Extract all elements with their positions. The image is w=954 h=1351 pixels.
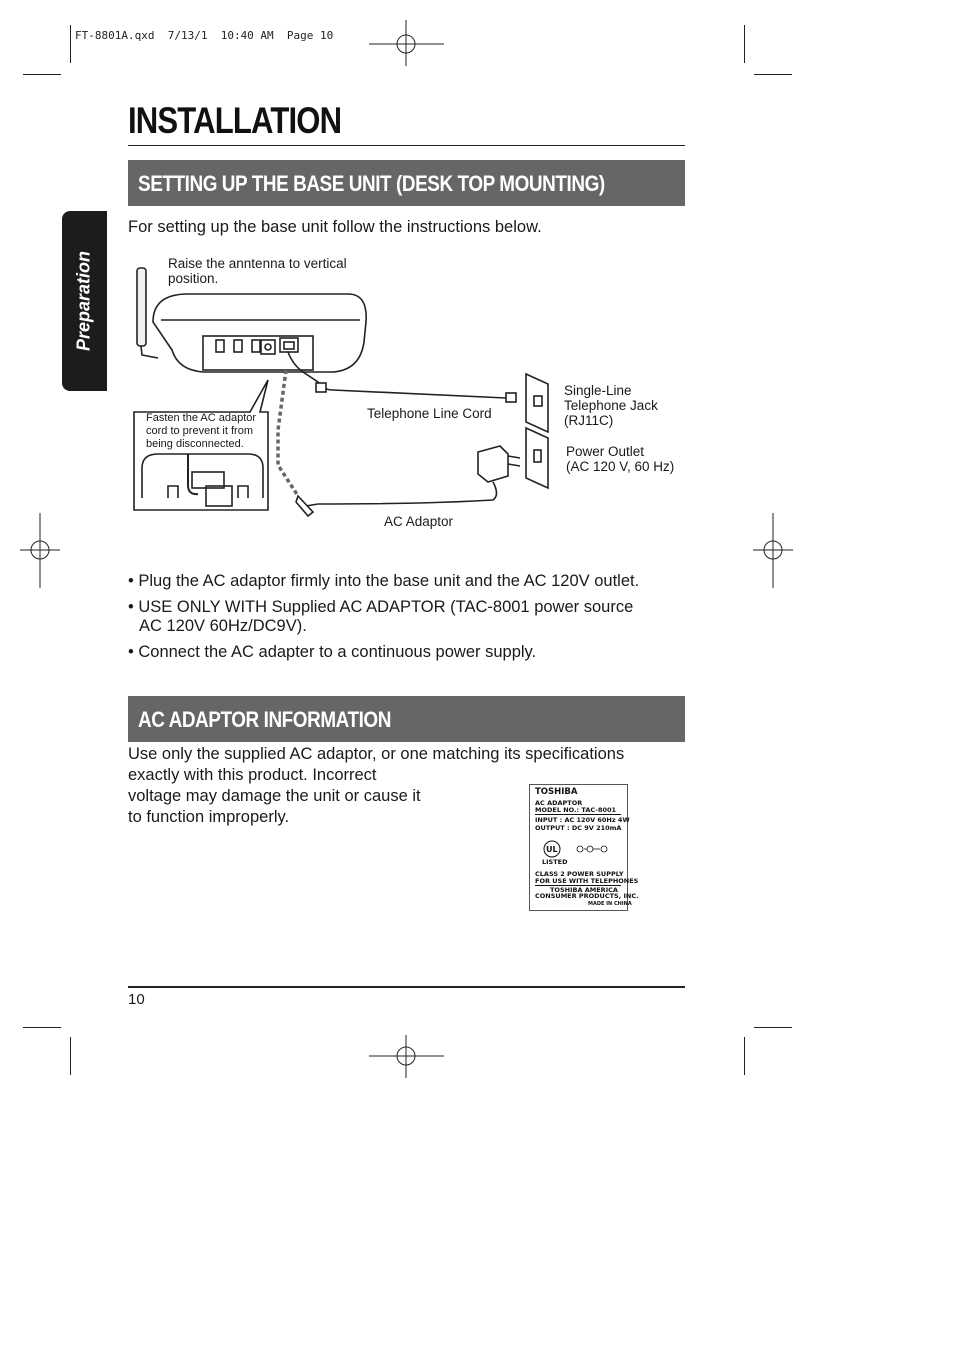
adaptor-rating-label [529, 784, 639, 911]
adaptor-info-line: voltage may damage the unit or cause it [128, 787, 421, 805]
adaptor-info-line: to function improperly. [128, 808, 290, 826]
label-line: INPUT : AC 120V 60Hz 4W [535, 816, 630, 824]
adaptor-info-line: Use only the supplied AC adaptor, or one matching its specifications [128, 745, 625, 763]
adaptor-info-line: exactly with this product. Incorrect [128, 766, 377, 784]
bullet-item: • USE ONLY WITH Supplied AC ADAPTOR (TAC-8001 power source [128, 598, 634, 616]
jack-label [564, 383, 658, 428]
bullet-item-continued: AC 120V 60Hz/DC9V). [139, 617, 307, 635]
telephone-jack [526, 374, 548, 432]
print-slug: FT-8801A.qxd 7/13/1 10:40 AM Page 10 [75, 29, 334, 42]
label-line: TOSHIBA AMERICA [550, 886, 618, 894]
antenna-note [168, 256, 347, 286]
section-heading-setup [128, 160, 685, 206]
cord-note-line: Fasten the AC adaptor [146, 412, 257, 424]
section-heading-adaptor-text: AC ADAPTOR INFORMATION [138, 707, 391, 732]
cord-note-line: being disconnected. [146, 438, 244, 450]
jack-label-line: Single-Line [564, 383, 632, 398]
label-line: FOR USE WITH TELEPHONES [535, 877, 639, 885]
side-tab-label: Preparation [73, 250, 94, 352]
cord-note-line: cord to prevent it from [146, 425, 253, 437]
antenna-note-line: Raise the anntenna to vertical [168, 256, 347, 271]
telephone-cord-label: Telephone Line Cord [367, 406, 492, 421]
outlet-label-line: Power Outlet [566, 444, 645, 459]
page-number: 10 [128, 991, 145, 1008]
jack-label-line: Telephone Jack [564, 398, 658, 413]
cord-note [146, 412, 256, 451]
outlet-label [566, 444, 674, 474]
label-line: OUTPUT : DC 9V 210mA [535, 824, 622, 832]
setup-intro: For setting up the base unit follow the instructions below. [128, 218, 542, 236]
outlet-label-line: (AC 120 V, 60 Hz) [566, 459, 675, 474]
label-line: MODEL NO.: TAC-8001 [535, 807, 621, 815]
power-outlet [526, 428, 548, 488]
section-heading-adaptor [128, 696, 685, 742]
section-heading-setup-text: SETTING UP THE BASE UNIT (DESK TOP MOUNTING) [138, 171, 605, 196]
ac-adaptor [478, 446, 508, 482]
label-line: MADE IN CHINA [588, 901, 632, 907]
label-brand: TOSHIBA [535, 787, 578, 797]
title-rule [128, 145, 685, 146]
svg-text:UL: UL [546, 845, 558, 854]
antenna-note-line: position. [168, 271, 219, 286]
adaptor-label: AC Adaptor [384, 514, 454, 529]
label-line: CLASS 2 POWER SUPPLY [535, 870, 624, 878]
bullet-item: • Plug the AC adaptor firmly into the base unit and the AC 120V outlet. [128, 572, 640, 590]
bullet-item: • Connect the AC adapter to a continuous power supply. [128, 643, 537, 661]
label-line: CONSUMER PRODUCTS, INC. [535, 892, 639, 900]
antenna [137, 268, 146, 346]
jack-label-line: (RJ11C) [564, 413, 614, 428]
label-line: LISTED [542, 858, 568, 866]
footer-rule [128, 986, 685, 988]
label-line: AC ADAPTOR [535, 799, 583, 807]
side-tab [62, 211, 107, 391]
page-title: INSTALLATION [128, 100, 342, 141]
